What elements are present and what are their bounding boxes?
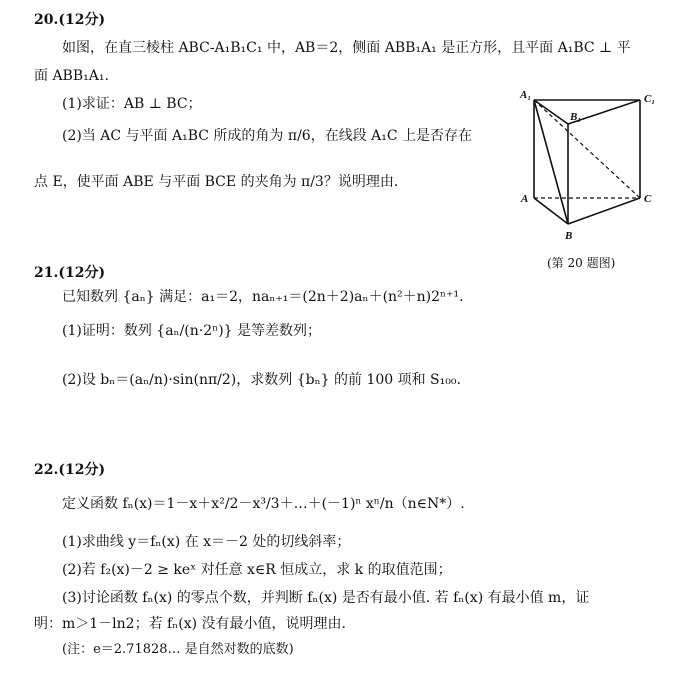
- q20-part2: (2)当 AC 与平面 A₁BC 所成的角为 π/6，在线段 A₁C 上是否存在: [62, 128, 473, 144]
- q20-part1: (1)求证：AB ⊥ BC；: [62, 96, 202, 112]
- q20-header: 20.(12分): [34, 12, 106, 28]
- q20-statement-line1: 如图，在直三棱柱 ABC-A₁B₁C₁ 中，AB＝2，侧面 ABB₁A₁ 是正方形，且平面 A₁BC ⊥ 平: [62, 40, 631, 56]
- q22-part3-continued: 明：m＞1－ln2；若 fₙ(x) 没有最小值，说明理由.: [34, 616, 346, 632]
- edge-a1c-hidden: [534, 100, 640, 198]
- edge-a1b: [534, 100, 568, 224]
- q20-statement-line2: 面 ABB₁A₁.: [34, 68, 109, 84]
- label-a: A: [521, 193, 529, 205]
- q21-header: 21.(12分): [34, 265, 106, 281]
- prism-figure: [512, 88, 672, 248]
- q22-statement: 定义函数 fₙ(x)＝1－x＋x²/2－x³/3＋…＋(－1)ⁿ xⁿ/n（n∈N*）.: [62, 496, 465, 512]
- q22-part1: (1)求曲线 y＝fₙ(x) 在 x＝－2 处的切线斜率；: [62, 534, 351, 550]
- q22-part2: (2)若 f₂(x)－2 ≥ keˣ 对任意 x∈R 恒成立，求 k 的取值范围；: [62, 562, 452, 578]
- label-c: C: [644, 193, 652, 205]
- q21-statement: 已知数列 {aₙ} 满足：a₁＝2，naₙ₊₁＝(2n＋2)aₙ＋(n²＋n)2ⁿ⁺¹.: [62, 289, 464, 305]
- q20-part2-continued: 点 E，使平面 ABE 与平面 BCE 的夹角为 π/3？说明理由.: [34, 174, 399, 190]
- figure-caption: (第 20 题图): [547, 256, 616, 270]
- label-c1: C₁: [644, 93, 656, 105]
- label-b: B: [565, 230, 573, 242]
- q22-note: (注：e＝2.71828… 是自然对数的底数): [62, 642, 294, 657]
- edge-ab: [534, 198, 568, 224]
- edge-bc: [568, 198, 640, 224]
- q21-part1: (1)证明：数列 {aₙ/(n·2ⁿ)} 是等差数列；: [62, 323, 322, 339]
- q22-part3: (3)讨论函数 fₙ(x) 的零点个数，并判断 fₙ(x) 是否有最小值. 若 fₙ(x) 有最小值 m，证: [62, 590, 590, 606]
- label-b1: B₁: [570, 111, 582, 123]
- q22-header: 22.(12分): [34, 462, 106, 478]
- label-a1: A₁: [520, 89, 532, 101]
- q21-part2: (2)设 bₙ＝(aₙ/n)·sin(nπ/2)，求数列 {bₙ} 的前 100 项和 S₁₀₀.: [62, 372, 461, 388]
